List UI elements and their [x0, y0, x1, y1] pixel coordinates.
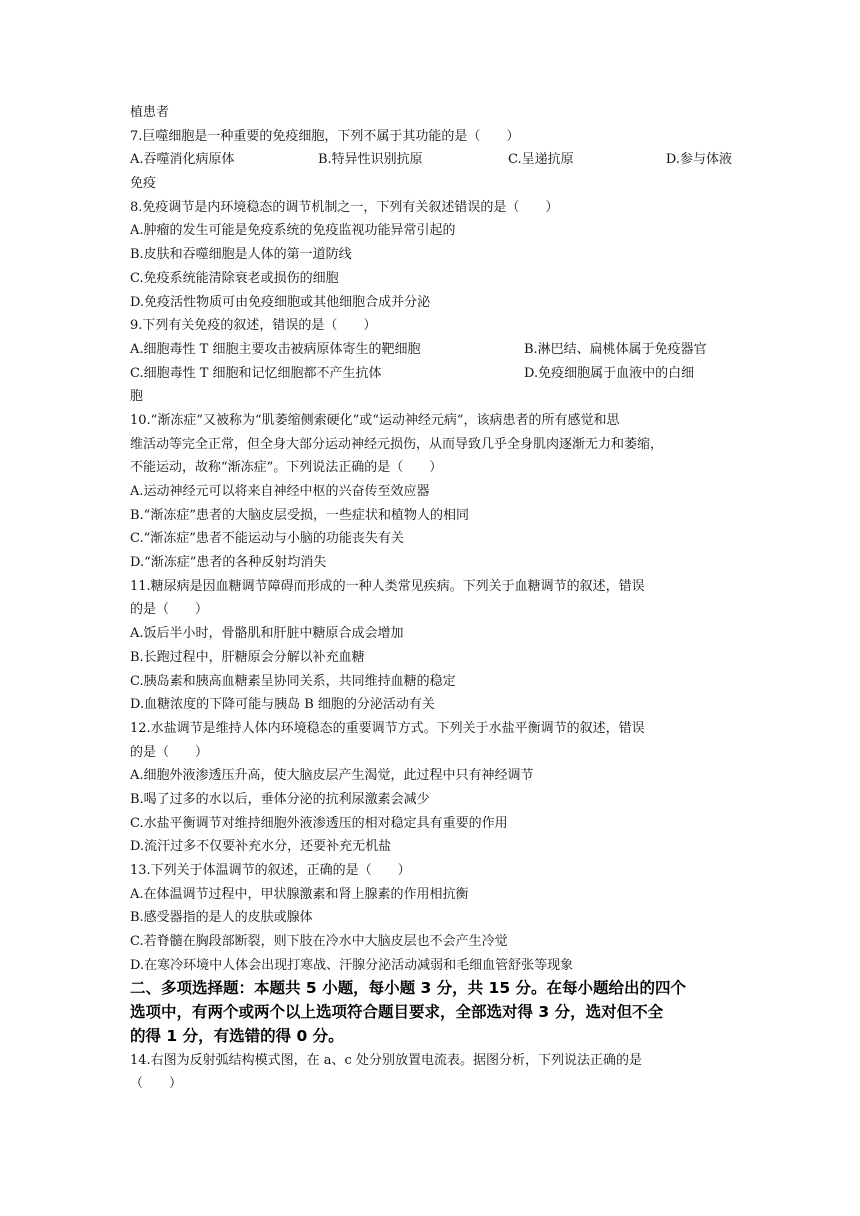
question-12-stem-line-1: 12.水盐调节是维持人体内环境稳态的重要调节方式。下列关于水盐平衡调节的叙述，错误 [130, 720, 645, 736]
question-7-option-d-continuation: 免疫 [130, 176, 157, 192]
question-9-option-d: D.免疫细胞属于血液中的白细 [524, 365, 695, 381]
question-11-stem-line-2: 的是（ ） [130, 602, 209, 618]
question-8-stem: 8.免疫调节是内环境稳态的调节机制之一，下列有关叙述错误的是（ ） [130, 199, 559, 215]
question-12-option-b: B.喝了过多的水以后，垂体分泌的抗利尿激素会减少 [130, 791, 430, 807]
question-14-stem-line-1: 14.右图为反射弧结构模式图，在 a、c 处分别放置电流表。据图分析，下列说法正确的是 [130, 1052, 642, 1068]
section-2-heading-line-2: 选项中，有两个或两个以上选项符合题目要求，全部选对得 3 分，选对但不全 [130, 1003, 664, 1022]
question-10-option-c: C.“渐冻症”患者不能运动与小脑的功能丧失有关 [130, 531, 404, 547]
section-2-heading-line-3: 的得 1 分，有选错的得 0 分。 [130, 1026, 344, 1045]
question-12-option-d: D.流汗过多不仅要补充水分，还要补充无机盐 [130, 839, 392, 855]
question-13-option-d: D.在寒冷环境中人体会出现打寒战、汗腺分泌活动减弱和毛细血管舒张等现象 [130, 957, 574, 973]
question-11-option-d: D.血糖浓度的下降可能与胰岛 B 细胞的分泌活动有关 [130, 697, 435, 713]
question-9-stem: 9.下列有关免疫的叙述，错误的是（ ） [130, 318, 377, 334]
question-7-option-a: A.吞噬消化病原体 [130, 152, 235, 168]
question-9-option-d-continuation: 胞 [130, 389, 144, 405]
section-2-heading-line-1: 二、多项选择题：本题共 5 小题，每小题 3 分，共 15 分。在每小题给出的四个 [130, 979, 687, 998]
question-11-option-b: B.长跑过程中，肝糖原会分解以补充血糖 [130, 649, 365, 665]
question-12-option-c: C.水盐平衡调节对维持细胞外液渗透压的相对稳定具有重要的作用 [130, 815, 508, 831]
question-10-option-d: D.“渐冻症”患者的各种反射均消失 [130, 555, 327, 571]
question-13-stem: 13.下列关于体温调节的叙述，正确的是（ ） [130, 863, 411, 878]
question-7-option-d: D.参与体液 [665, 152, 732, 168]
question-11-stem-line-1: 11.糖尿病是因血糖调节障碍而形成的一种人类常见疾病。下列关于血糖调节的叙述，错误 [130, 578, 645, 594]
question-6-continuation: 植患者 [130, 105, 170, 120]
exam-content [130, 101, 732, 1096]
question-11-option-c: C.胰岛素和胰高血糖素呈协同关系，共同维持血糖的稳定 [130, 673, 456, 689]
question-9-option-b: B.淋巴结、扁桃体属于免疫器官 [524, 341, 707, 357]
question-13-option-b: B.感受器指的是人的皮肤或腺体 [130, 910, 313, 926]
question-8-option-d: D.免疫活性物质可由免疫细胞或其他细胞合成并分泌 [130, 294, 431, 310]
question-10-option-b: B.“渐冻症”患者的大脑皮层受损，一些症状和植物人的相同 [130, 507, 469, 523]
question-8-option-c: C.免疫系统能清除衰老或损伤的细胞 [130, 270, 339, 286]
question-7-stem: 7.巨噬细胞是一种重要的免疫细胞，下列不属于其功能的是（ ） [130, 128, 520, 144]
question-9-options-row-1 [130, 338, 732, 362]
question-14-stem-line-2: （ ） [130, 1076, 183, 1092]
question-13-option-a: A.在体温调节过程中，甲状腺激素和肾上腺素的作用相抗衡 [130, 886, 469, 902]
question-13-option-c: C.若脊髓在胸段部断裂，则下肢在冷水中大脑皮层也不会产生冷觉 [130, 934, 508, 950]
question-7-options [130, 148, 732, 172]
question-12-option-a: A.细胞外液渗透压升高，使大脑皮层产生渴觉，此过程中只有神经调节 [130, 768, 534, 784]
question-11-option-a: A.饭后半小时，骨骼肌和肝脏中糖原合成会增加 [130, 626, 404, 642]
question-7-option-c: C.呈递抗原 [508, 152, 574, 168]
question-9-options-row-2 [130, 362, 732, 386]
question-10-option-a: A.运动神经元可以将来自神经中枢的兴奋传至效应器 [130, 484, 430, 499]
question-10-stem-line-2: 维活动等完全正常，但全身大部分运动神经元损伤，从而导致几乎全身肌肉逐渐无力和萎缩， [130, 436, 664, 452]
question-7-option-b: B.特异性识别抗原 [318, 152, 423, 168]
question-8-option-b: B.皮肤和吞噬细胞是人体的第一道防线 [130, 247, 352, 263]
question-10-stem-line-3: 不能运动，故称“渐冻症”。下列说法正确的是（ ） [130, 460, 443, 476]
question-9-option-c: C.细胞毒性 T 细胞和记忆细胞都不产生抗体 [130, 365, 382, 381]
question-8-option-a: A.肿瘤的发生可能是免疫系统的免疫监视功能异常引起的 [130, 223, 456, 239]
question-10-stem-line-1: 10.“渐冻症”又被称为“肌萎缩侧索硬化”或“运动神经元病”，该病患者的所有感觉和思 [130, 412, 620, 428]
question-9-option-a: A.细胞毒性 T 细胞主要攻击被病原体寄生的靶细胞 [130, 341, 421, 357]
question-12-stem-line-2: 的是（ ） [130, 744, 209, 760]
